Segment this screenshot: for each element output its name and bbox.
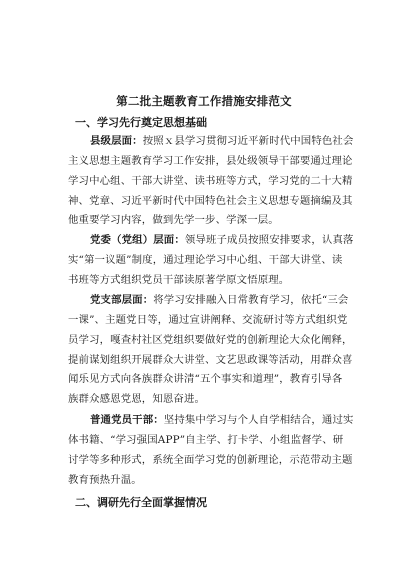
paragraph-committee-line-3: 书班等方式组织党员干部读原著学原文悟原理。 bbox=[68, 274, 290, 286]
paragraph-county-line-5: 他重要学习内容，做到先学一步、学深一层。 bbox=[68, 214, 279, 226]
paragraph-committee-line-2: 实“第一议题”制度，通过理论学习中心组、干部大讲堂、读 bbox=[68, 254, 343, 266]
paragraph-members-line-3: 讨学等多种形式，系统全面学习党的创新理论，示范带动主题 bbox=[68, 454, 353, 466]
paragraph-county-line-1 bbox=[90, 134, 354, 148]
paragraph-text: 将学习安排融入日常教育学习，依托“三会 bbox=[153, 294, 349, 306]
paragraph-members-line-4: 教育预热升温。 bbox=[68, 474, 142, 486]
document-title: 第二批主题教育工作措施安排范文 bbox=[116, 94, 292, 108]
paragraph-members-line-2: 体书籍、“学习强国APP”自主学、打卡学、小组监督学、研 bbox=[68, 434, 344, 446]
section-heading-research-first: 二、调研先行全面掌握情况 bbox=[75, 496, 207, 509]
paragraph-lead-branch: 党支部层面： bbox=[90, 294, 154, 306]
paragraph-text: 领导班子成员按照安排要求，认真落 bbox=[184, 234, 354, 246]
paragraph-county-line-4: 神、党章、习近平新时代中国特色社会主义思想专题摘编及其 bbox=[68, 195, 353, 207]
paragraph-lead-county: 县级层面： bbox=[90, 135, 143, 147]
paragraph-branch-line-1 bbox=[90, 293, 348, 307]
paragraph-text: 按照ｘ县学习贯彻习近平新时代中国特色社会 bbox=[142, 135, 354, 147]
section-heading-study-first: 一、学习先行奠定思想基础 bbox=[75, 116, 207, 129]
paragraph-branch-line-3: 员学习，嘎查村社区党组织要做好党的创新理论大众化阐释， bbox=[68, 334, 353, 346]
paragraph-lead-committee: 党委（党组）层面： bbox=[90, 234, 185, 246]
paragraph-county-line-2: 主义思想主题教育学习工作安排，县处级领导干部要通过理论 bbox=[68, 155, 353, 167]
paragraph-lead-members: 普通党员干部： bbox=[90, 414, 164, 426]
paragraph-branch-line-6: 族群众感恩党恩，知恩奋进。 bbox=[68, 393, 206, 405]
paragraph-branch-line-5: 闻乐见方式向各族群众讲清“五个事实和道理”，教育引导各 bbox=[68, 373, 343, 385]
paragraph-county-line-3: 学习中心组、干部大讲堂、读书班等方式，学习党的二十大精 bbox=[68, 175, 353, 187]
paragraph-committee-line-1 bbox=[90, 233, 354, 247]
paragraph-text: 坚持集中学习与个人自学相结合，通过实 bbox=[163, 414, 354, 426]
paragraph-branch-line-4: 提前谋划组织开展群众大讲堂、文艺思政课等活动，用群众喜 bbox=[68, 354, 353, 366]
paragraph-members-line-1 bbox=[90, 413, 354, 427]
paragraph-branch-line-2: 一课”、主题党日等，通过宣讲阐释、交流研讨等方式组织党 bbox=[68, 314, 348, 326]
